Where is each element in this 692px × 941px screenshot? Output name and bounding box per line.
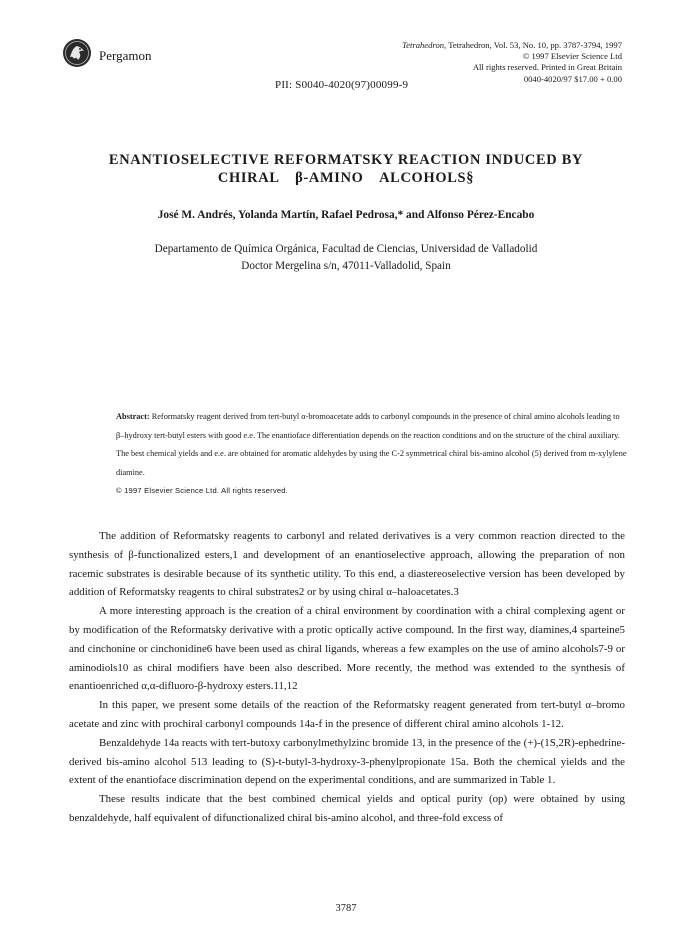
affiliation-line-2: Doctor Mergelina s/n, 47011-Valladolid, Spain: [241, 260, 451, 272]
abstract-copyright: © 1997 Elsevier Science Ltd. All rights reserved.: [116, 486, 288, 496]
affiliation: [0, 241, 692, 275]
body-text: [69, 527, 625, 828]
page-number: 3787: [335, 903, 357, 914]
copyright-line: © 1997 Elsevier Science Ltd: [522, 51, 622, 62]
body-paragraph: Benzaldehyde 14a reacts with tert-butoxy carbonylmethylzinc bromide 13, in the presence of the (+)-(1S,2R)-ephedrine-derived bis-amino alcohol 513 leading to (S)-t-butyl-3-hydroxy-3-phenylpropionate 15a. Both the chemical yields and the extent of the enantioface discrimination depend on the experimental conditions, and are summarized in Table 1.: [69, 736, 625, 787]
body-paragraph: These results indicate that the best combined chemical yields and optical purity (op) were obtained by using benzaldehyde, half equivalent of difunctionalized chiral bis-amino alcohol, and three-fold excess of: [69, 793, 625, 824]
pii-identifier: PII: S0040-4020(97)00099-9: [275, 79, 409, 91]
author-list: José M. Andrés, Yolanda Martín, Rafael Pedrosa,* and Alfonso Pérez-Encabo: [157, 209, 535, 221]
abstract: [116, 408, 628, 501]
affiliation-line-1: Departamento de Química Orgánica, Facultad de Ciencias, Universidad de Valladolid: [154, 243, 538, 255]
paper-title: [0, 151, 692, 187]
body-paragraph: In this paper, we present some details of the reaction of the Reformatsky reagent generated from tert-butyl α–bromo acetate and zinc with prochiral carbonyl compounds 14a-f in the presence of different chiral amino alcohols 1-12.: [69, 699, 625, 730]
body-paragraph: The addition of Reformatsky reagents to carbonyl and related derivatives is a very common reaction directed to the synthesis of β-functionalized esters,1 and development of an enantioselective approach, allowing the preparation of non racemic substrates is desirable because of its synthetic utility. To this end, a diastereoselective version has been developed by addition of Reformatsky reagents to chiral substrates2 or by using chiral α–haloacetates.3: [69, 530, 625, 599]
rights-line: All rights reserved. Printed in Great Britain: [472, 62, 622, 73]
issn-line: 0040-4020/97 $17.00 + 0.00: [523, 73, 622, 84]
journal-citation: Tetrahedron, Tetrahedron, Vol. 53, No. 10, pp. 3787-3794, 1997: [402, 40, 622, 50]
journal-info: [382, 40, 622, 85]
title-line-2: CHIRAL β-AMINO ALCOHOLS§: [217, 170, 475, 186]
pergamon-logo-icon: [62, 38, 92, 68]
body-paragraph: A more interesting approach is the creation of a chiral environment by coordination with a chiral complexing agent or by modification of the Reformatsky derivative with a protic optically active compound. In the first way, diamines,4 sparteine5 and cinchonine or cinchonidine6 have been used as chiral ligands, whereas a few examples on the use of amino alcohols7-9 or aminodiols10 as chiral modifiers have been also described. More recently, the method was extended to the synthesis of enantioenriched α,α-difluoro-β-hydroxy esters.11,12: [69, 605, 625, 693]
abstract-label: Abstract:: [116, 412, 150, 421]
title-line-1: ENANTIOSELECTIVE REFORMATSKY REACTION INDUCED BY: [108, 152, 584, 168]
abstract-text: Reformatsky reagent derived from tert-butyl α-bromoacetate adds to carbonyl compounds in the presence of chiral amino alcohols leading to β–hydroxy tert-butyl esters with good e.e. The enantioface differentiation depends on the reaction conditions and on the structure of the chiral auxiliary. The best chemical yields and e.e. are obtained for aromatic aldehydes by using the C-2 symmetrical chiral bis-amino alcohol (5) derived from m-xylylene diamine.: [116, 412, 627, 477]
publisher-name: Pergamon: [99, 48, 152, 63]
